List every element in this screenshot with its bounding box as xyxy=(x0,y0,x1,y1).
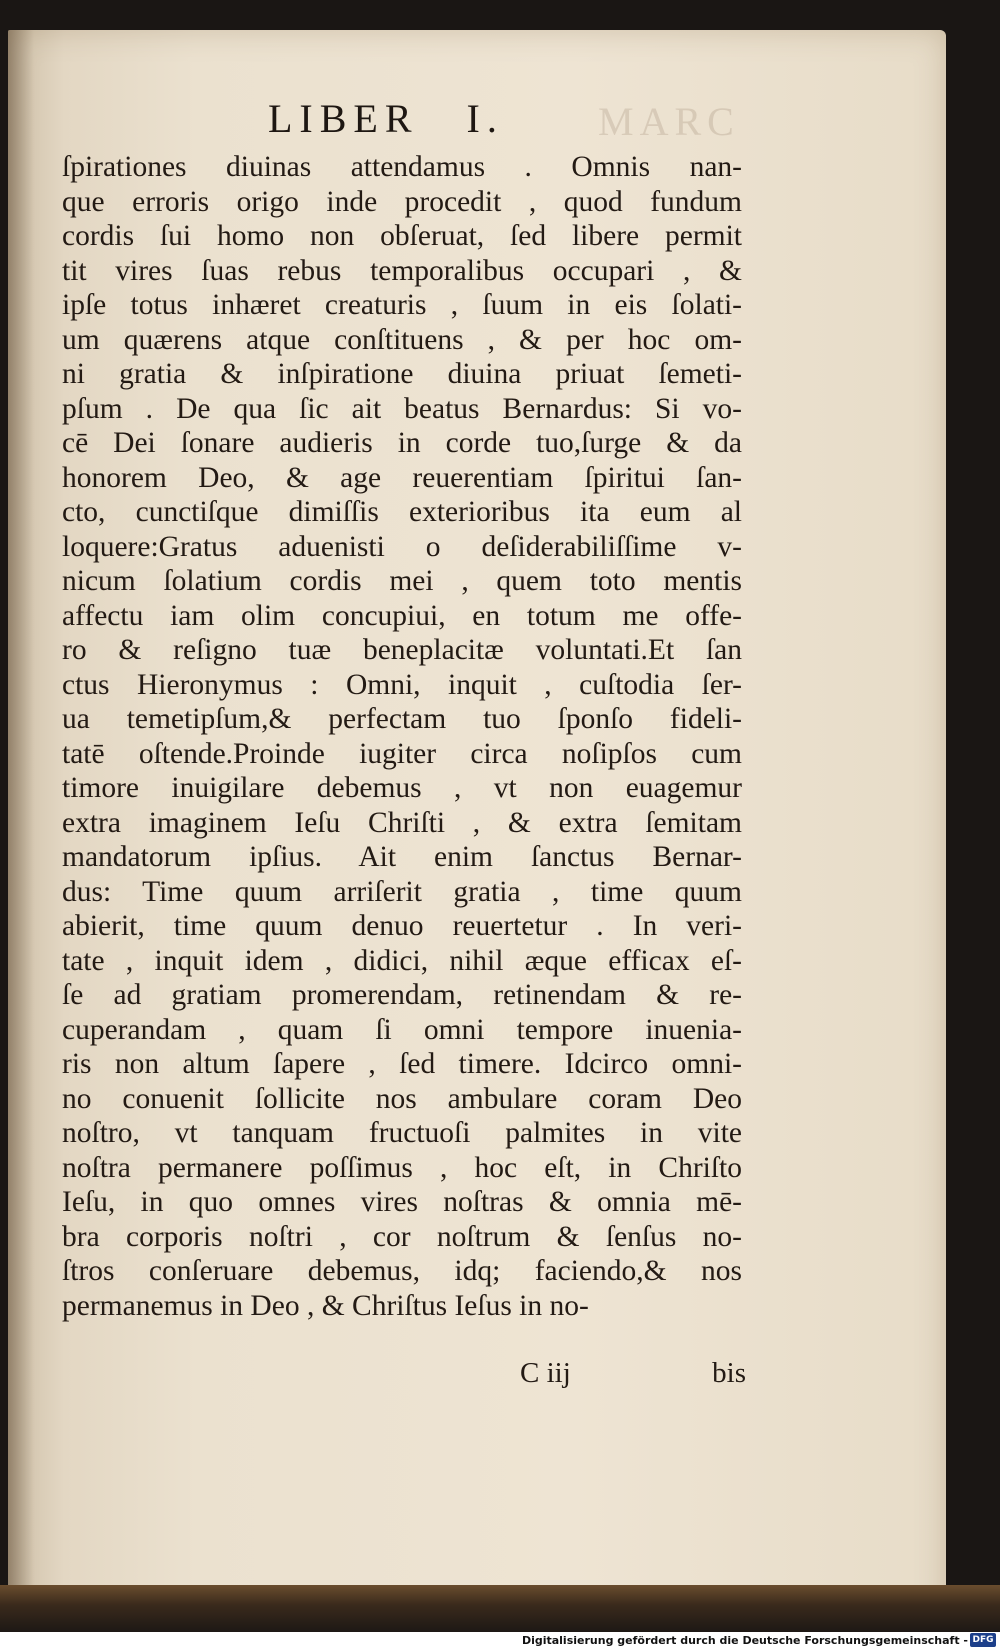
text-line: ris non altum ſapere , ſed timere. Idcirco omni- xyxy=(62,1048,742,1080)
text-line: ni gratia & inſpiratione diuina priuat ſemeti- xyxy=(62,358,742,390)
text-line: permanemus in Deo , & Chriſtus Ieſus in no- xyxy=(62,1289,589,1322)
text-line: nicum ſolatium cordis mei , quem toto mentis xyxy=(62,565,742,597)
text-line: timore inuigilare debemus , vt non euagemur xyxy=(62,772,742,804)
running-header-title: LIBER xyxy=(268,96,419,141)
text-line: ſe ad gratiam promerendam, retinendam & re- xyxy=(62,979,742,1011)
catchword: bis xyxy=(712,1357,746,1389)
text-line: tate , inquit idem , didici, nihil æque efficax eſ- xyxy=(62,944,742,977)
text-line: tatē oſtende.Proinde iugiter circa noſipſos cum xyxy=(62,737,742,770)
text-line: Ieſu, in quo omnes vires noſtras & omnia mē- xyxy=(62,1186,742,1218)
text-line: ua temetipſum,& perfectam tuo ſponſo fideli- xyxy=(62,703,742,735)
text-line: no conuenit ſollicite nos ambulare coram Deo xyxy=(62,1082,742,1115)
text-line: ſtros conſeruare debemus, idq; faciendo,& nos xyxy=(62,1255,742,1287)
text-line: bra corporis noſtri , cor noſtrum & ſenſus no- xyxy=(62,1220,742,1253)
text-line: affectu iam olim concupiui, en totum me offe- xyxy=(62,599,742,632)
text-line: cē Dei ſonare audieris in corde tuo,ſurge & da xyxy=(62,427,742,459)
funding-credit: Digitalisierung gefördert durch die Deutsche Forschungsgemeinschaft - xyxy=(521,1634,968,1647)
text-line: cordis ſui homo non obſeruat, ſed libere permit xyxy=(62,220,742,252)
show-through-header: MARC xyxy=(598,99,740,144)
text-line: ſpirationes diuinas attendamus . Omnis nan- xyxy=(62,151,742,183)
dfg-logo: DFG xyxy=(970,1633,996,1647)
body-text xyxy=(62,150,742,1323)
text-line: extra imaginem Ieſu Chriſti , & extra ſemitam xyxy=(62,806,742,839)
text-line: tit vires ſuas rebus temporalibus occupari , & xyxy=(62,254,742,287)
text-line: que erroris origo inde procedit , quod fundum xyxy=(62,185,742,218)
text-line: dus: Time quum arriſerit gratia , time quum xyxy=(62,875,742,908)
page-foot xyxy=(520,1357,746,1397)
running-header-number: I. xyxy=(466,96,504,141)
signature-mark: C iij xyxy=(520,1357,571,1389)
text-line: cuperandam , quam ſi omni tempore inuenia- xyxy=(62,1013,742,1046)
text-line: pſum . De qua ſic ait beatus Bernardus: Si vo- xyxy=(62,392,742,425)
text-line: noſtra permanere poſſimus , hoc eſt, in Chriſto xyxy=(62,1151,742,1184)
text-line: um quærens atque conſtituens , & per hoc om- xyxy=(62,323,742,356)
text-line: ro & reſigno tuæ beneplacitæ voluntati.Et ſan xyxy=(62,634,742,666)
running-header xyxy=(268,95,668,142)
text-line: noſtro, vt tanquam fructuoſi palmites in vite xyxy=(62,1117,742,1149)
text-line: ctus Hieronymus : Omni, inquit , cuſtodia ſer- xyxy=(62,668,742,701)
text-line: cto, cunctiſque dimiſſis exterioribus ita eum al xyxy=(62,496,742,528)
page-bottom-edge xyxy=(0,1585,1000,1635)
text-line: ipſe totus inhæret creaturis , ſuum in eis ſolati- xyxy=(62,289,742,321)
text-line: honorem Deo, & age reuerentiam ſpiritui ſan- xyxy=(62,461,742,494)
text-line: loquere:Gratus aduenisti o deſiderabiliſſime v- xyxy=(62,530,742,563)
text-line: abierit, time quum denuo reuertetur . In veri- xyxy=(62,910,742,942)
text-line: mandatorum ipſius. Ait enim ſanctus Bernar- xyxy=(62,841,742,873)
